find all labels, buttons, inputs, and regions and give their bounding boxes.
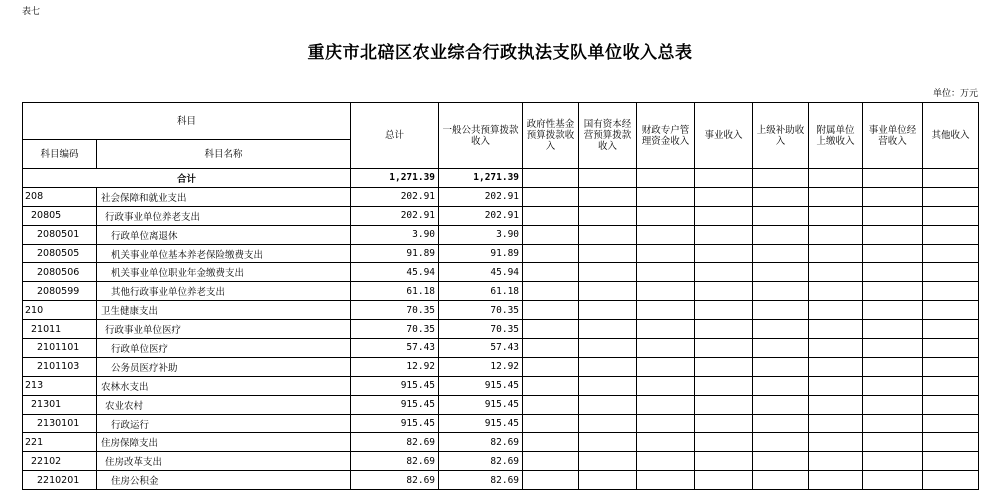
general-budget-cell: 202.91 [439,187,523,206]
table-row [23,244,979,263]
general-budget-cell: 915.45 [439,376,523,395]
empty-cell [579,187,637,206]
empty-cell [523,282,579,301]
subject-name-cell: 住房改革支出 [97,452,351,471]
empty-cell [523,471,579,490]
empty-cell [695,433,753,452]
empty-cell [809,452,863,471]
general-budget-cell: 57.43 [439,339,523,358]
empty-cell [863,301,923,320]
empty-cell [809,471,863,490]
subject-code-cell: 2101101 [23,339,97,358]
total-cell: 82.69 [351,433,439,452]
total-cell: 915.45 [351,395,439,414]
empty-cell [863,225,923,244]
empty-cell [523,187,579,206]
empty-cell [579,376,637,395]
empty-cell [523,395,579,414]
empty-cell [637,169,695,188]
empty-cell [637,395,695,414]
general-budget-cell: 202.91 [439,206,523,225]
empty-cell [863,206,923,225]
empty-cell [695,395,753,414]
total-cell: 202.91 [351,187,439,206]
empty-cell [579,395,637,414]
total-cell: 3.90 [351,225,439,244]
empty-cell [637,471,695,490]
empty-cell [863,471,923,490]
table-row [23,376,979,395]
empty-cell [809,395,863,414]
empty-cell [637,244,695,263]
empty-cell [753,357,809,376]
empty-cell [809,187,863,206]
subject-code-cell: 2210201 [23,471,97,490]
empty-cell [523,433,579,452]
empty-cell [863,169,923,188]
table-row [23,357,979,376]
general-budget-cell: 3.90 [439,225,523,244]
empty-cell [579,320,637,339]
empty-cell [695,187,753,206]
empty-cell [523,414,579,433]
table-row [23,187,979,206]
empty-cell [923,339,979,358]
total-general-budget: 1,271.39 [439,169,523,188]
empty-cell [695,414,753,433]
subject-name-cell: 农业农村 [97,395,351,414]
general-budget-cell: 70.35 [439,301,523,320]
table-row [23,263,979,282]
empty-cell [753,339,809,358]
empty-cell [523,206,579,225]
empty-cell [863,433,923,452]
empty-cell [695,339,753,358]
table-row [23,433,979,452]
subject-code-cell: 208 [23,187,97,206]
empty-cell [579,244,637,263]
empty-cell [923,206,979,225]
table-row [23,471,979,490]
empty-cell [923,263,979,282]
empty-cell [695,301,753,320]
empty-cell [753,320,809,339]
subject-code-cell: 21011 [23,320,97,339]
subject-code-cell: 22102 [23,452,97,471]
empty-cell [923,414,979,433]
header-business-income: 事业收入 [695,103,753,169]
empty-cell [637,433,695,452]
header-subject-code: 科目编码 [23,140,97,169]
empty-cell [923,169,979,188]
table-row [23,414,979,433]
empty-cell [579,471,637,490]
empty-cell [863,282,923,301]
empty-cell [863,414,923,433]
empty-cell [753,471,809,490]
empty-cell [923,376,979,395]
general-budget-cell: 45.94 [439,263,523,282]
empty-cell [695,471,753,490]
total-cell: 91.89 [351,244,439,263]
empty-cell [809,357,863,376]
empty-cell [579,452,637,471]
empty-cell [753,206,809,225]
empty-cell [695,452,753,471]
empty-cell [923,395,979,414]
empty-cell [923,320,979,339]
table-row [23,206,979,225]
subject-name-cell: 行政运行 [97,414,351,433]
empty-cell [863,244,923,263]
subject-code-cell: 20805 [23,206,97,225]
total-cell: 82.69 [351,471,439,490]
empty-cell [637,263,695,282]
empty-cell [695,376,753,395]
subject-name-cell: 机关事业单位基本养老保险缴费支出 [97,244,351,263]
empty-cell [923,225,979,244]
empty-cell [809,263,863,282]
empty-cell [695,225,753,244]
empty-cell [695,320,753,339]
empty-cell [523,376,579,395]
empty-cell [753,244,809,263]
subject-name-cell: 社会保障和就业支出 [97,187,351,206]
empty-cell [695,357,753,376]
empty-cell [809,225,863,244]
empty-cell [923,357,979,376]
subject-code-cell: 2080505 [23,244,97,263]
subject-name-cell: 农林水支出 [97,376,351,395]
header-fiscal-special: 财政专户管理资金收入 [637,103,695,169]
total-cell: 61.18 [351,282,439,301]
subject-name-cell: 其他行政事业单位养老支出 [97,282,351,301]
empty-cell [863,339,923,358]
subject-name-cell: 行政单位离退休 [97,225,351,244]
empty-cell [753,433,809,452]
empty-cell [863,357,923,376]
total-cell: 82.69 [351,452,439,471]
table-body [23,169,979,490]
table-row [23,339,979,358]
empty-cell [753,187,809,206]
empty-cell [637,320,695,339]
page-title: 重庆市北碚区农业综合行政执法支队单位收入总表 [307,43,693,63]
empty-cell [809,282,863,301]
empty-cell [863,395,923,414]
empty-cell [753,225,809,244]
subject-code-cell: 2080506 [23,263,97,282]
subject-code-cell: 2080599 [23,282,97,301]
empty-cell [523,225,579,244]
total-cell: 70.35 [351,320,439,339]
empty-cell [637,339,695,358]
empty-cell [579,414,637,433]
empty-cell [523,301,579,320]
header-general-budget: 一般公共预算拨款收入 [439,103,523,169]
empty-cell [863,263,923,282]
unit-label: 单位：万元 [932,89,978,99]
empty-cell [637,187,695,206]
empty-cell [523,320,579,339]
empty-cell [637,414,695,433]
empty-cell [753,169,809,188]
empty-cell [579,169,637,188]
page-tag: 表七 [22,7,41,17]
total-amount: 1,271.39 [351,169,439,188]
empty-cell [637,225,695,244]
header-affiliated-income: 附属单位上缴收入 [809,103,863,169]
total-cell: 12.92 [351,357,439,376]
empty-cell [637,357,695,376]
empty-cell [809,301,863,320]
header-subject-name: 科目名称 [97,140,351,169]
empty-cell [923,433,979,452]
total-label: 合计 [23,169,351,188]
header-total: 总计 [351,103,439,169]
empty-cell [579,357,637,376]
empty-cell [695,169,753,188]
total-row [23,169,979,188]
general-budget-cell: 915.45 [439,414,523,433]
empty-cell [923,244,979,263]
subject-name-cell: 行政事业单位医疗 [97,320,351,339]
subject-name-cell: 住房公积金 [97,471,351,490]
general-budget-cell: 91.89 [439,244,523,263]
total-cell: 57.43 [351,339,439,358]
empty-cell [579,339,637,358]
empty-cell [637,452,695,471]
empty-cell [809,169,863,188]
empty-cell [809,206,863,225]
empty-cell [753,414,809,433]
subject-code-cell: 2130101 [23,414,97,433]
empty-cell [753,376,809,395]
general-budget-cell: 82.69 [439,471,523,490]
header-state-capital: 国有资本经营预算拨款收入 [579,103,637,169]
header-superior-subsidy: 上级补助收入 [753,103,809,169]
subject-name-cell: 卫生健康支出 [97,301,351,320]
subject-code-cell: 21301 [23,395,97,414]
subject-name-cell: 公务员医疗补助 [97,357,351,376]
empty-cell [753,395,809,414]
empty-cell [579,433,637,452]
empty-cell [809,414,863,433]
empty-cell [863,452,923,471]
general-budget-cell: 12.92 [439,357,523,376]
empty-cell [809,376,863,395]
header-business-operation: 事业单位经营收入 [863,103,923,169]
general-budget-cell: 82.69 [439,452,523,471]
empty-cell [523,169,579,188]
table-row [23,320,979,339]
empty-cell [695,282,753,301]
table-row [23,225,979,244]
empty-cell [523,244,579,263]
empty-cell [809,320,863,339]
general-budget-cell: 915.45 [439,395,523,414]
table-row [23,452,979,471]
empty-cell [637,206,695,225]
empty-cell [923,471,979,490]
table-row [23,395,979,414]
empty-cell [579,206,637,225]
total-cell: 45.94 [351,263,439,282]
empty-cell [523,452,579,471]
table-row [23,301,979,320]
header-gov-fund: 政府性基金预算拨款收入 [523,103,579,169]
subject-code-cell: 2080501 [23,225,97,244]
empty-cell [753,301,809,320]
general-budget-cell: 70.35 [439,320,523,339]
empty-cell [695,263,753,282]
empty-cell [863,376,923,395]
empty-cell [923,301,979,320]
empty-cell [579,263,637,282]
subject-name-cell: 机关事业单位职业年金缴费支出 [97,263,351,282]
subject-code-cell: 2101103 [23,357,97,376]
empty-cell [863,187,923,206]
empty-cell [637,282,695,301]
empty-cell [523,339,579,358]
empty-cell [637,301,695,320]
empty-cell [809,244,863,263]
table-row [23,282,979,301]
empty-cell [863,320,923,339]
subject-code-cell: 210 [23,301,97,320]
empty-cell [753,282,809,301]
subject-code-cell: 221 [23,433,97,452]
empty-cell [523,357,579,376]
empty-cell [809,433,863,452]
general-budget-cell: 82.69 [439,433,523,452]
empty-cell [579,282,637,301]
empty-cell [753,263,809,282]
total-cell: 202.91 [351,206,439,225]
empty-cell [923,282,979,301]
empty-cell [523,263,579,282]
empty-cell [809,339,863,358]
header-subject: 科目 [23,103,351,140]
empty-cell [579,301,637,320]
empty-cell [695,206,753,225]
subject-code-cell: 213 [23,376,97,395]
empty-cell [637,376,695,395]
general-budget-cell: 61.18 [439,282,523,301]
subject-name-cell: 行政单位医疗 [97,339,351,358]
header-other-income: 其他收入 [923,103,979,169]
subject-name-cell: 行政事业单位养老支出 [97,206,351,225]
total-cell: 915.45 [351,414,439,433]
empty-cell [923,452,979,471]
total-cell: 70.35 [351,301,439,320]
empty-cell [695,244,753,263]
income-table [22,102,979,490]
empty-cell [579,225,637,244]
total-cell: 915.45 [351,376,439,395]
subject-name-cell: 住房保障支出 [97,433,351,452]
empty-cell [923,187,979,206]
empty-cell [753,452,809,471]
